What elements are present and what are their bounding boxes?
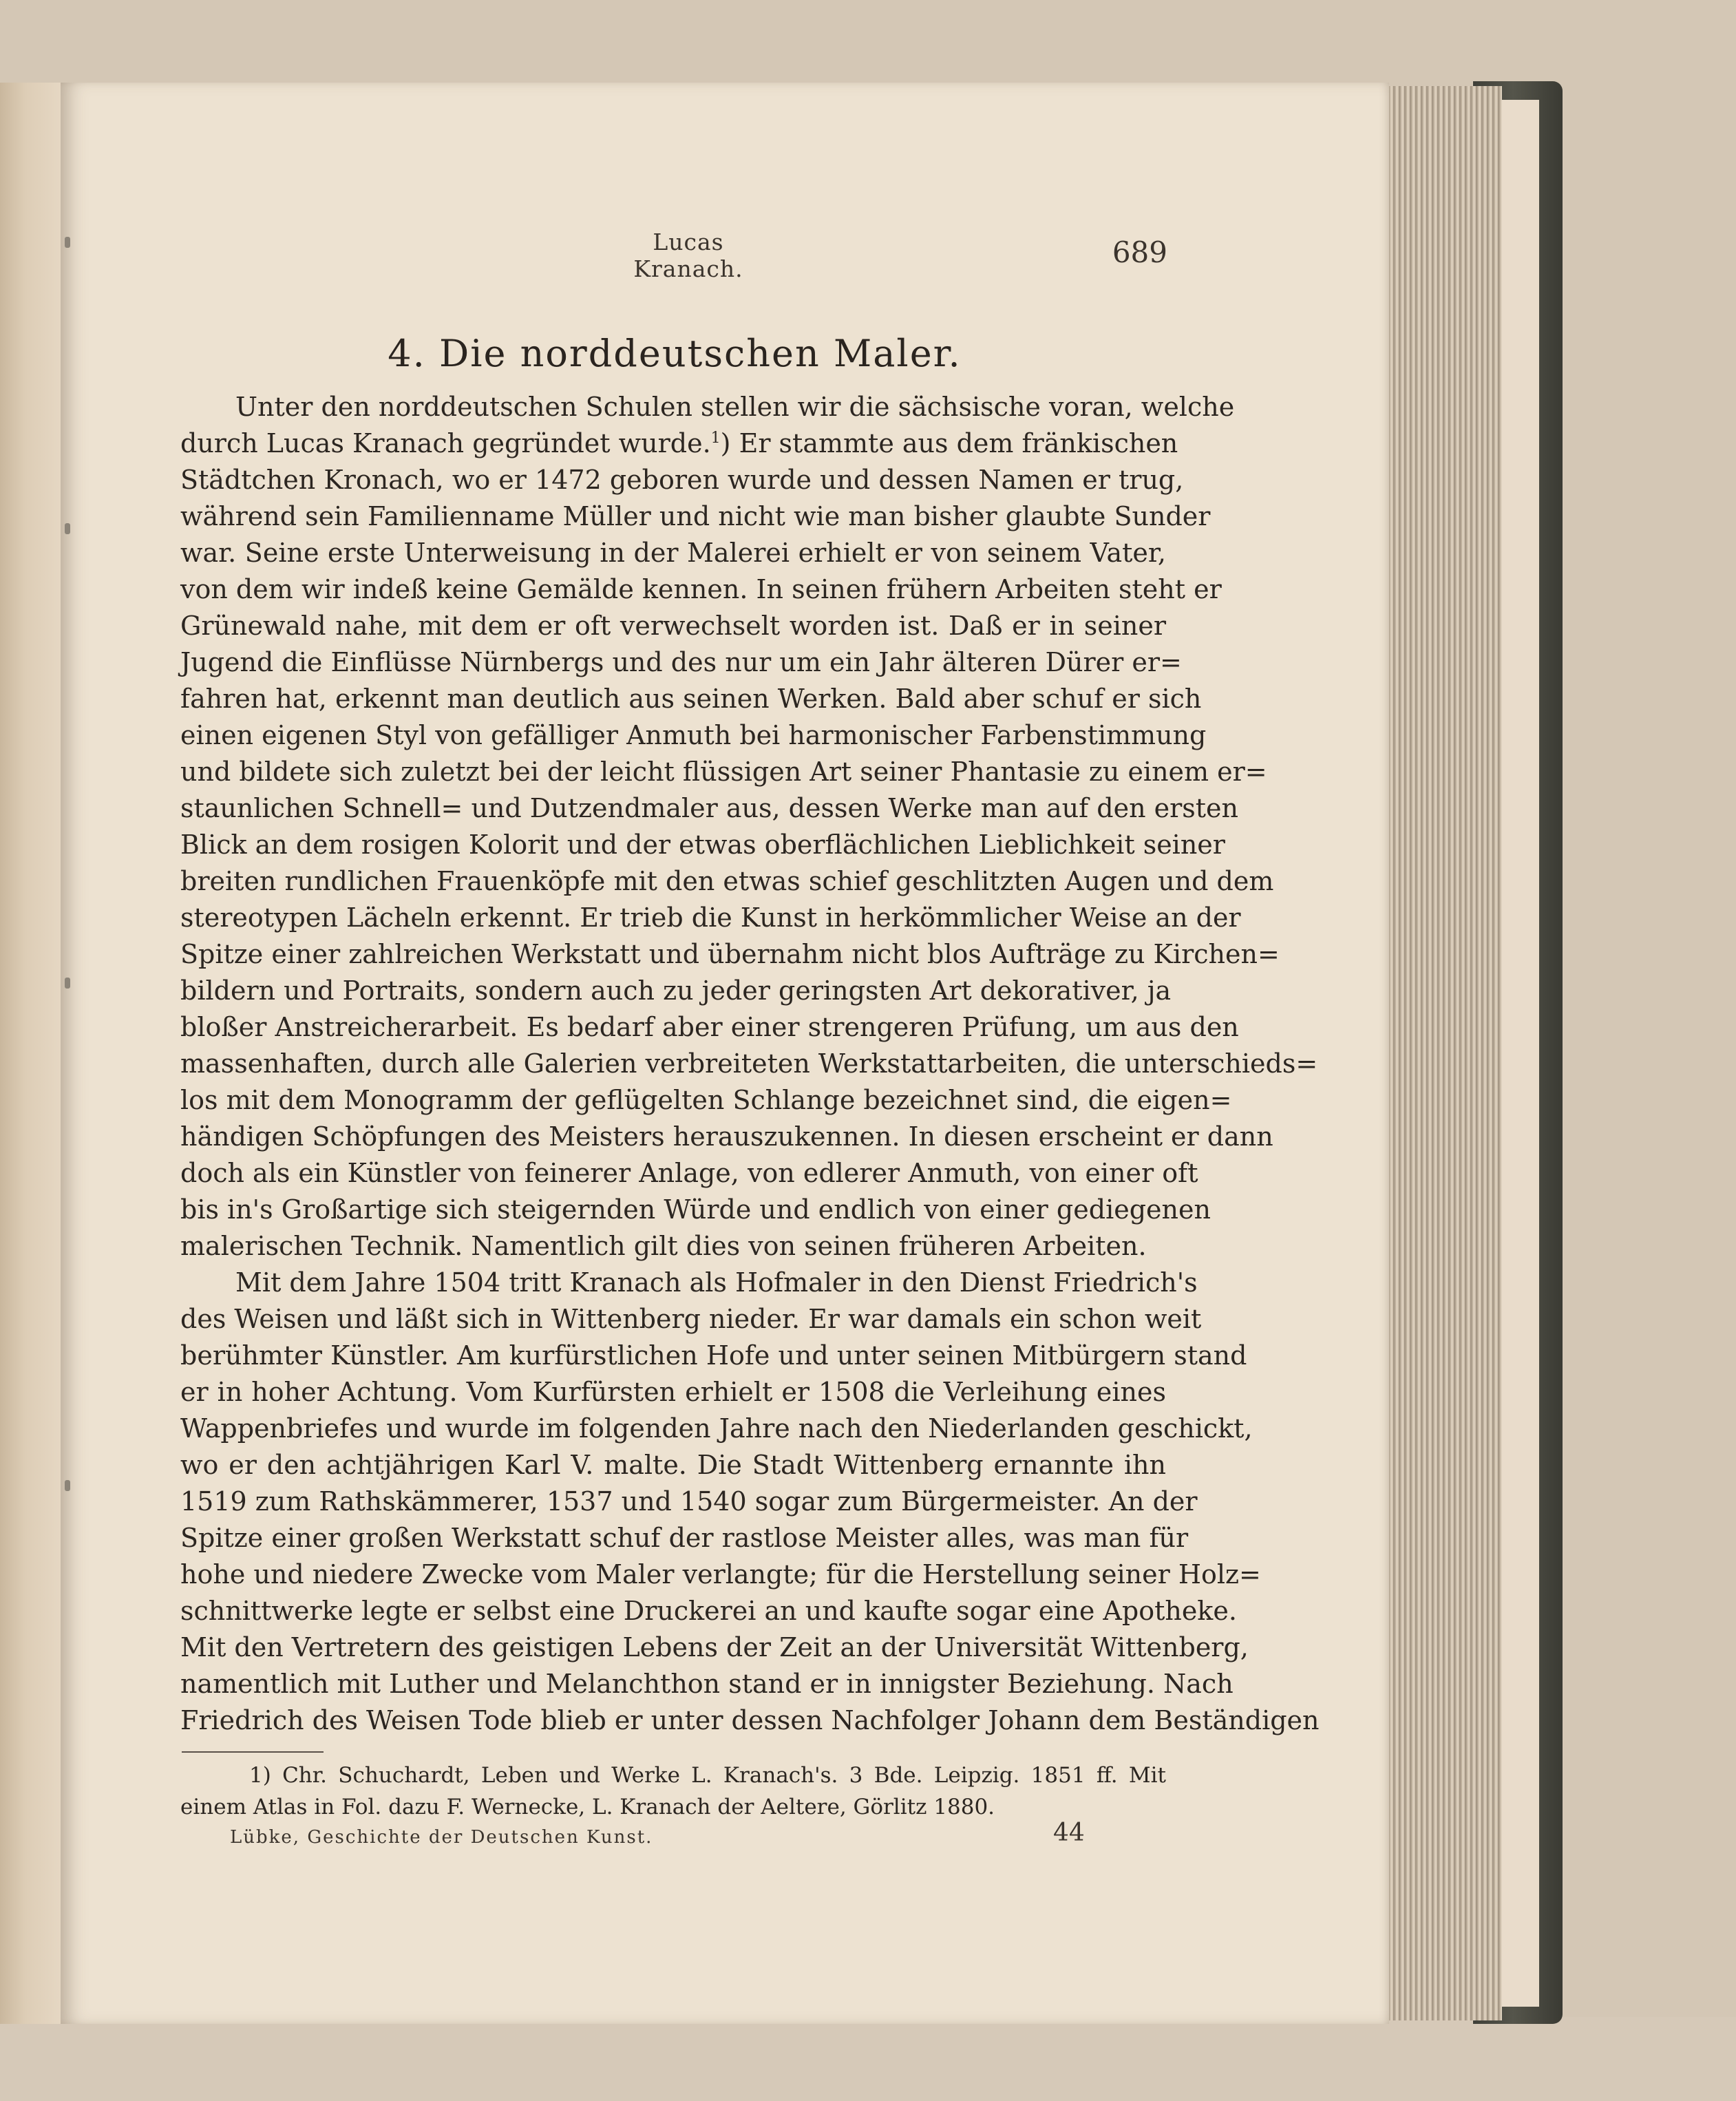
footnote-line: einem Atlas in Fol. dazu F. Wernecke, L. Kranach der Aeltere, Görlitz 1880. — [180, 1795, 995, 1819]
running-head: Lucas Kranach. — [633, 229, 743, 282]
text-line: stereotypen Lächeln erkennt. Er trieb die Kunst in herkömmlicher Weise an der — [180, 902, 1241, 933]
binding-stitch — [65, 1480, 70, 1491]
left-page-edge — [0, 83, 63, 2024]
text-line: massenhaften, durch alle Galerien verbreiteten Werkstattarbeiten, die unterschieds= — [180, 1048, 1318, 1079]
text-line: Friedrich des Weisen Tode blieb er unter dessen Nachfolger Johann dem Beständigen — [180, 1705, 1320, 1735]
binding-stitch — [65, 523, 70, 534]
text-line: von dem wir indeß keine Gemälde kennen. In seinen frühern Arbeiten steht er — [180, 574, 1222, 604]
text-line-part: durch Lucas Kranach gegründet wurde. — [180, 428, 711, 458]
text-line: Wappenbriefes und wurde im folgenden Jahre nach den Niederlanden geschickt, — [180, 1413, 1253, 1444]
text-line: er in hoher Achtung. Vom Kurfürsten erhielt er 1508 die Verleihung eines — [180, 1377, 1166, 1407]
printer-signature: Lübke, Geschichte der Deutschen Kunst. — [230, 1827, 653, 1848]
text-line: Spitze einer zahlreichen Werkstatt und übernahm nicht blos Aufträge zu Kirchen= — [180, 939, 1280, 969]
text-line: namentlich mit Luther und Melanchthon stand er in innigster Beziehung. Nach — [180, 1669, 1234, 1699]
text-line: staunlichen Schnell= und Dutzendmaler aus, dessen Werke man auf den ersten — [180, 793, 1239, 823]
text-line: während sein Familienname Müller und nicht wie man bisher glaubte Sunder — [180, 501, 1211, 531]
text-line: Spitze einer großen Werkstatt schuf der rastlose Meister alles, was man für — [180, 1523, 1189, 1553]
page-number: 689 — [1112, 235, 1167, 269]
section-title: 4. Die norddeutschen Maler. — [388, 332, 962, 375]
text-line: schnittwerke legte er selbst eine Druckerei an und kaufte sogar eine Apotheke. — [180, 1596, 1237, 1626]
text-line: bis in's Großartige sich steigernden Würde und endlich von einer gediegenen — [180, 1194, 1211, 1225]
footnote-line: 1) Chr. Schuchardt, Leben und Werke L. Kranach's. 3 Bde. Leipzig. 1851 ff. Mit — [249, 1763, 1166, 1788]
text-line: Mit den Vertretern des geistigen Lebens der Zeit an der Universität Wittenberg, — [180, 1632, 1249, 1662]
text-line — [180, 425, 1178, 462]
binding-stitch — [65, 237, 70, 248]
text-line: fahren hat, erkennt man deutlich aus seinen Werken. Bald aber schuf er sich — [180, 684, 1202, 714]
text-line: händigen Schöpfungen des Meisters herauszukennen. In diesen erscheint er dann — [180, 1121, 1273, 1152]
text-line: bloßer Anstreicherarbeit. Es bedarf aber einer strengeren Prüfung, um aus den — [180, 1012, 1239, 1042]
text-line: malerischen Technik. Namentlich gilt dies von seinen früheren Arbeiten. — [180, 1231, 1147, 1261]
footnotes — [180, 1760, 1166, 1823]
text-line: los mit dem Monogramm der geflügelten Schlange bezeichnet sind, die eigen= — [180, 1085, 1232, 1115]
text-line: berühmter Künstler. Am kurfürstlichen Hofe und unter seinen Mitbürgern stand — [180, 1340, 1247, 1371]
text-line: 1519 zum Rathskämmerer, 1537 und 1540 sogar zum Bürgermeister. An der — [180, 1486, 1198, 1517]
text-line: Jugend die Einflüsse Nürnbergs und des nur um ein Jahr älteren Dürer er= — [180, 647, 1182, 677]
binding-stitch — [65, 978, 70, 989]
text-line: wo er den achtjährigen Karl V. malte. Die Stadt Wittenberg ernannte ihn — [180, 1450, 1166, 1480]
scan-background-bottom — [0, 2017, 1736, 2101]
text-line: des Weisen und läßt sich in Wittenberg nieder. Er war damals ein schon weit — [180, 1304, 1202, 1334]
body-text — [180, 389, 1320, 1739]
text-line: Städtchen Kronach, wo er 1472 geboren wurde und dessen Namen er trug, — [180, 465, 1184, 495]
text-line: breiten rundlichen Frauenköpfe mit den etwas schief geschlitzten Augen und dem — [180, 866, 1274, 896]
text-line: hohe und niedere Zwecke vom Maler verlangte; für die Herstellung seiner Holz= — [180, 1559, 1261, 1590]
text-line: bildern und Portraits, sondern auch zu jeder geringsten Art dekorativer, ja — [180, 975, 1172, 1006]
text-line: Mit dem Jahre 1504 tritt Kranach als Hofmaler in den Dienst Friedrich's — [235, 1267, 1198, 1298]
text-line: doch als ein Künstler von feinerer Anlage, von edlerer Anmuth, von einer oft — [180, 1158, 1198, 1188]
cover-edge — [1501, 100, 1539, 2007]
text-line: und bildete sich zuletzt bei der leicht flüssigen Art seiner Phantasie zu einem er= — [180, 757, 1267, 787]
footnote-mark: 1 — [710, 430, 721, 447]
text-line: einen eigenen Styl von gefälliger Anmuth bei harmonischer Farbenstimmung — [180, 720, 1207, 750]
text-line: Unter den norddeutschen Schulen stellen wir die sächsische voran, welche — [235, 392, 1235, 422]
text-line: war. Seine erste Unterweisung in der Malerei erhielt er von seinem Vater, — [180, 538, 1166, 568]
text-line: Grünewald nahe, mit dem er oft verwechselt worden ist. Daß er in seiner — [180, 611, 1166, 641]
page-stack-edges — [1377, 86, 1502, 2020]
text-line-part: ) Er stammte aus dem fränkischen — [720, 428, 1178, 458]
text-line: Blick an dem rosigen Kolorit und der etwas oberflächlichen Lieblichkeit seiner — [180, 830, 1225, 860]
footnote-rule — [182, 1751, 324, 1753]
signature-number: 44 — [1053, 1819, 1085, 1847]
